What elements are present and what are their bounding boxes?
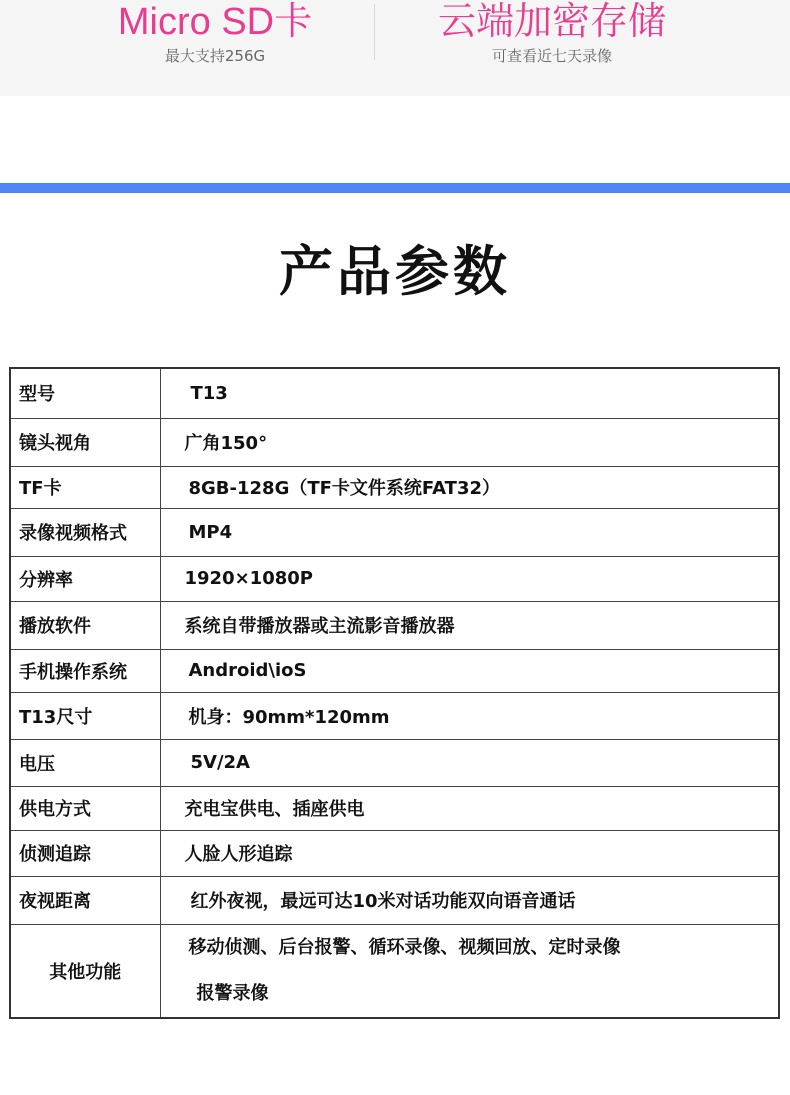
spec-value: MP4 bbox=[160, 508, 779, 556]
table-row bbox=[10, 601, 779, 649]
spec-value: 8GB-128G（TF卡文件系统FAT32） bbox=[160, 466, 779, 508]
table-row bbox=[10, 830, 779, 876]
table-row bbox=[10, 556, 779, 601]
table-row bbox=[10, 692, 779, 739]
spec-label: TF卡 bbox=[10, 466, 160, 508]
spec-label: 分辨率 bbox=[10, 556, 160, 601]
spec-label: 镜头视角 bbox=[10, 418, 160, 466]
feature-cloud-storage bbox=[392, 0, 712, 66]
table-row bbox=[10, 368, 779, 418]
table-row bbox=[10, 786, 779, 830]
feature-microsd-title: Micro SD卡 bbox=[117, 1, 313, 43]
spec-value: 1920×1080P bbox=[160, 556, 779, 601]
table-row bbox=[10, 924, 779, 1018]
feature-cloud-storage-subtitle: 可查看近七天录像 bbox=[491, 47, 612, 65]
spec-label: 其他功能 bbox=[10, 924, 160, 1018]
spec-value: 5V/2A bbox=[160, 739, 779, 786]
spec-value: 机身：90mm*120mm bbox=[160, 692, 779, 739]
table-row bbox=[10, 418, 779, 466]
spec-value: 广角150° bbox=[160, 418, 779, 466]
table-row bbox=[10, 466, 779, 508]
spec-label: 播放软件 bbox=[10, 601, 160, 649]
spec-label: 侦测追踪 bbox=[10, 830, 160, 876]
spec-value: 系统自带播放器或主流影音播放器 bbox=[160, 601, 779, 649]
spec-value: Android\ioS bbox=[160, 649, 779, 692]
spec-value-line: 报警录像 bbox=[196, 982, 269, 1004]
section-title: 产品参数 bbox=[279, 239, 511, 303]
section-separator bbox=[0, 183, 790, 193]
spec-value: T13 bbox=[160, 368, 779, 418]
spec-value-line: 移动侦测、后台报警、循环录像、视频回放、定时录像 bbox=[188, 936, 621, 958]
spec-label: 电压 bbox=[10, 739, 160, 786]
feature-divider bbox=[374, 4, 375, 60]
spec-value: 红外夜视，最远可达10米对话功能双向语音通话 bbox=[160, 876, 779, 924]
table-row bbox=[10, 649, 779, 692]
feature-microsd bbox=[60, 0, 370, 66]
feature-band bbox=[0, 0, 790, 96]
spec-value: 充电宝供电、插座供电 bbox=[160, 786, 779, 830]
table-row bbox=[10, 876, 779, 924]
feature-cloud-storage-title: 云端加密存储 bbox=[437, 1, 666, 43]
spec-value: 人脸人形追踪 bbox=[160, 830, 779, 876]
spec-table bbox=[9, 367, 780, 1019]
spec-label: 型号 bbox=[10, 368, 160, 418]
table-row bbox=[10, 508, 779, 556]
spec-label: T13尺寸 bbox=[10, 692, 160, 739]
table-row bbox=[10, 739, 779, 786]
spec-label: 夜视距离 bbox=[10, 876, 160, 924]
spec-label: 手机操作系统 bbox=[10, 649, 160, 692]
feature-microsd-subtitle: 最大支持256G bbox=[164, 47, 266, 65]
spec-label: 录像视频格式 bbox=[10, 508, 160, 556]
spec-value-multiline bbox=[160, 924, 779, 1018]
spec-label: 供电方式 bbox=[10, 786, 160, 830]
